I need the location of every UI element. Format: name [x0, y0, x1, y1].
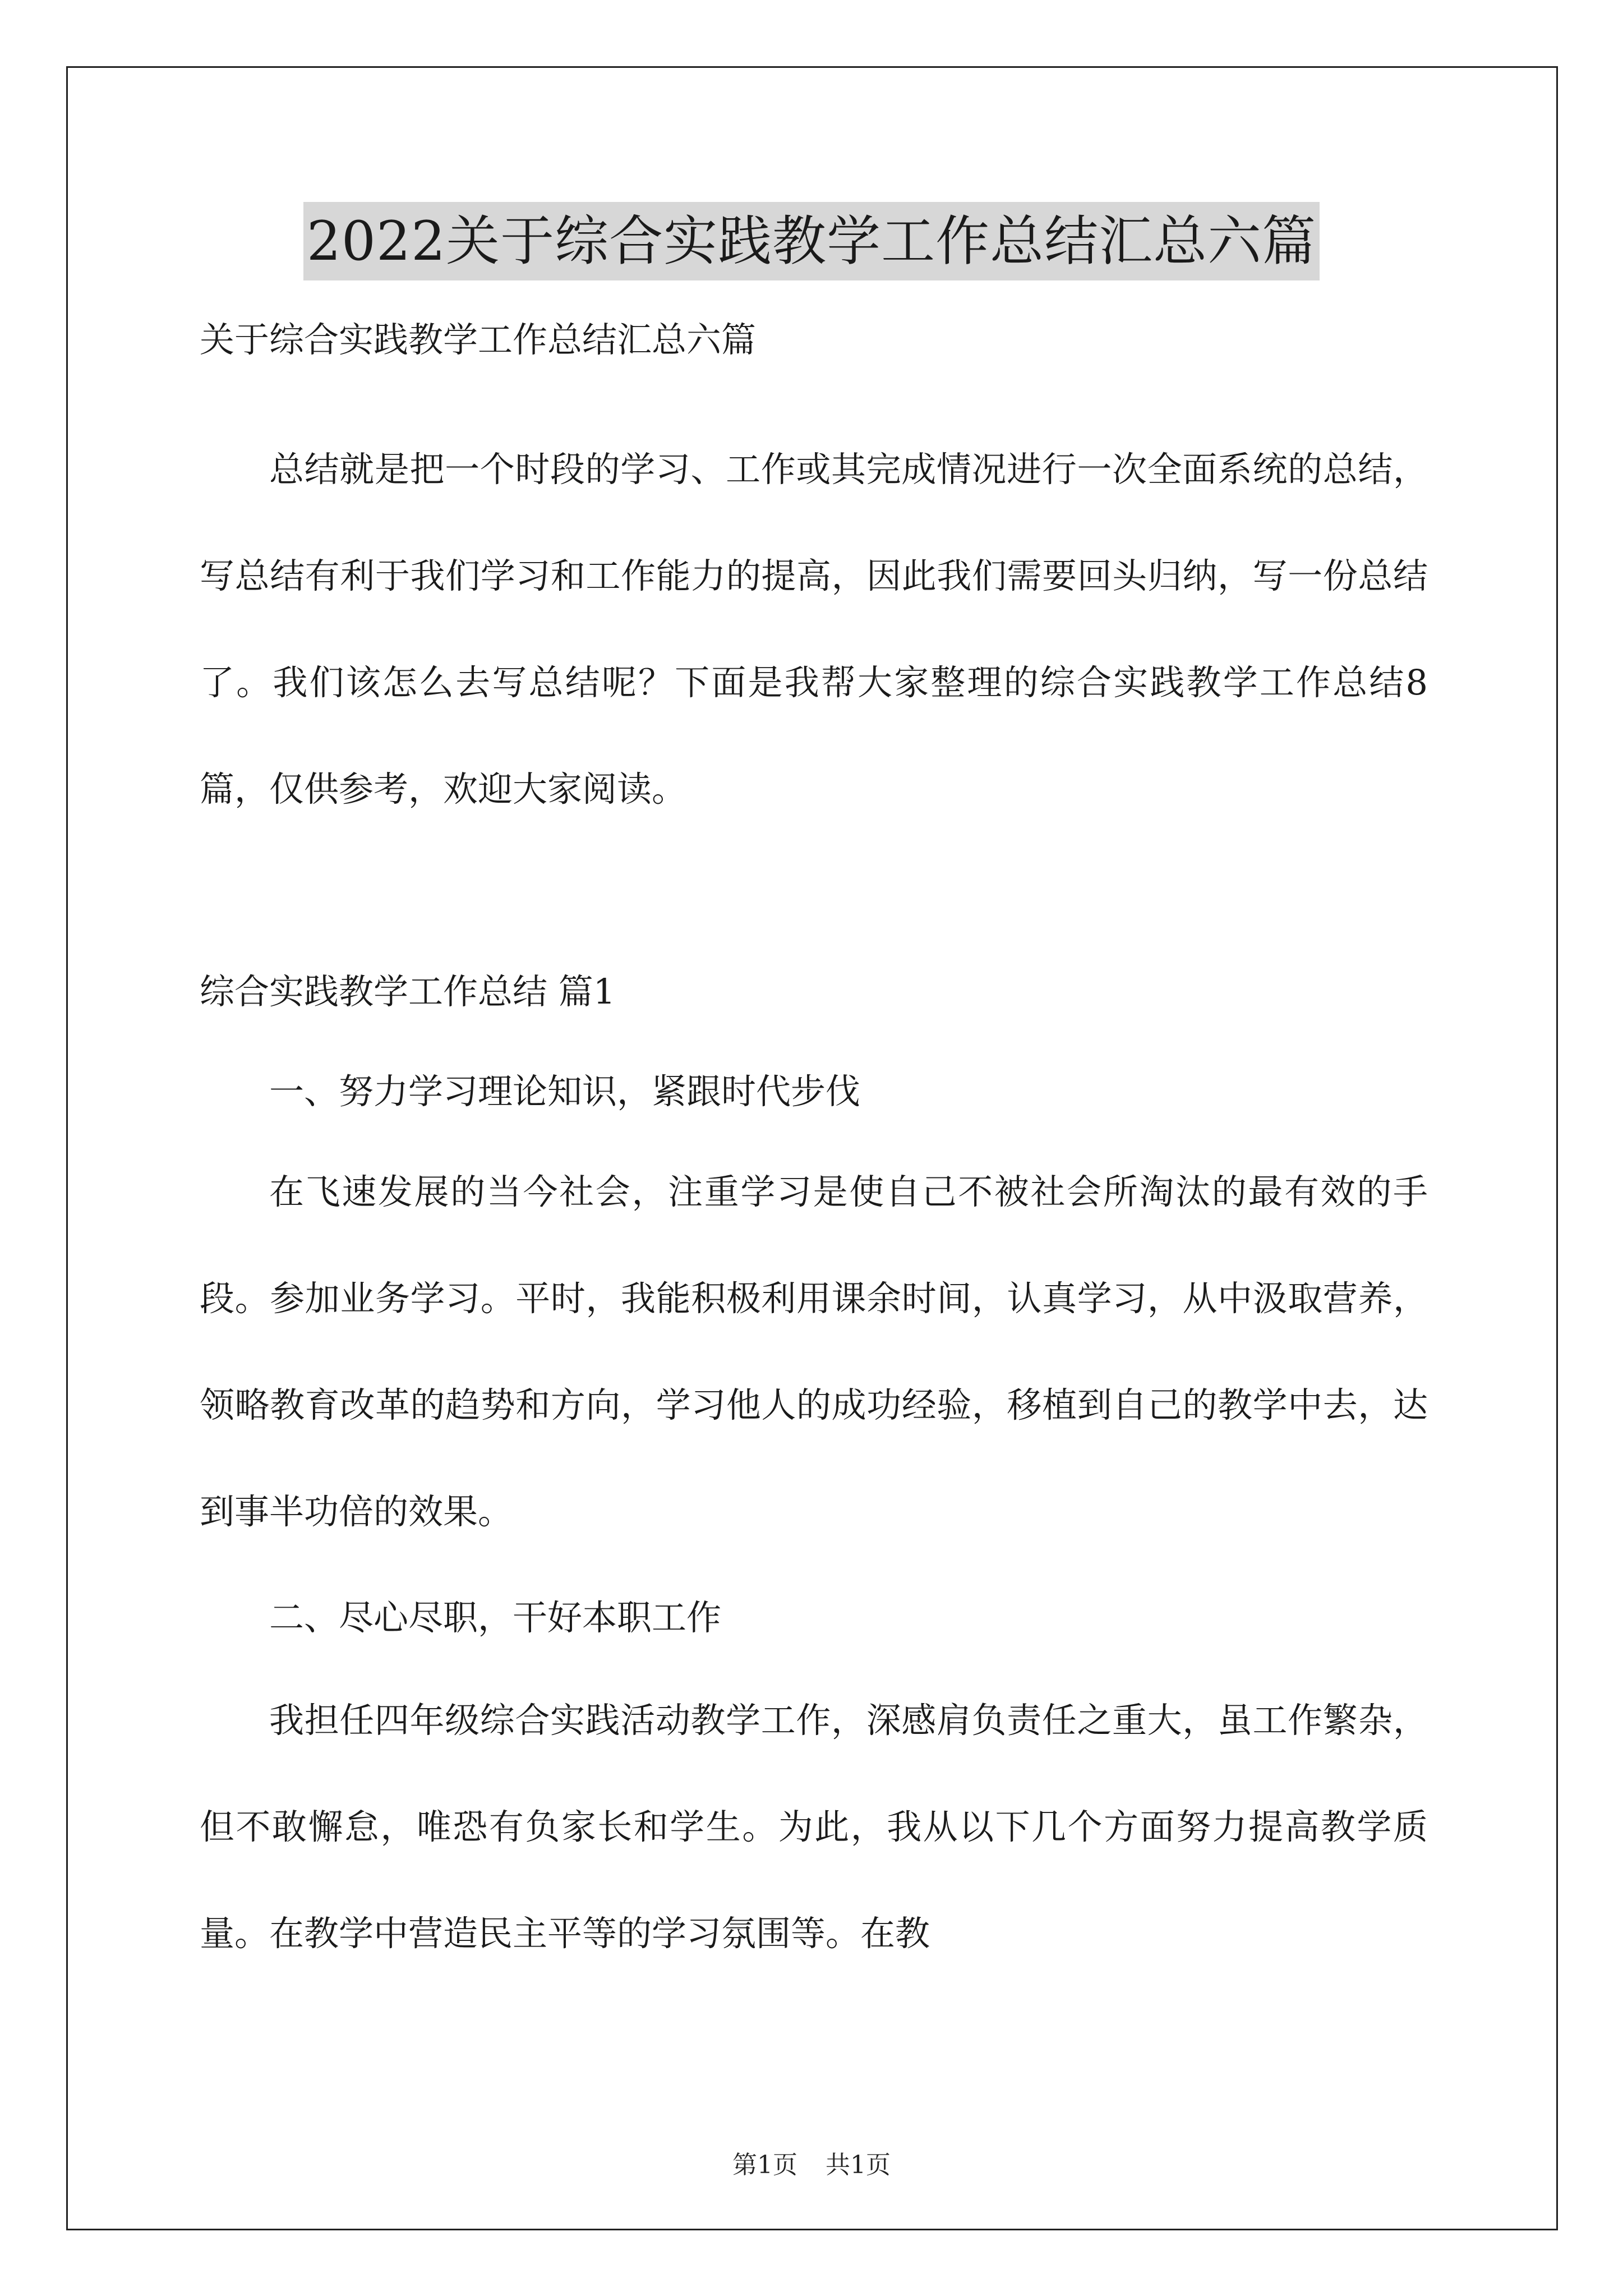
document-title: 2022关于综合实践教学工作总结汇总六篇 [303, 202, 1320, 280]
page-number-total: 共1页 [826, 2151, 891, 2179]
point1-heading: 一、努力学习理论知识，紧跟时代步伐 [269, 1071, 861, 1112]
point2-body: 我担任四年级综合实践活动教学工作，深感肩负责任之重大，虽工作繁杂，但不敢懈怠，唯恐有负家长和学生。为此，我从以下几个方面努力提高教学质量。在教学中营造民主平等的学习氛围等。在教 [200, 1700, 1428, 1954]
section-heading: 综合实践教学工作总结 篇1 [200, 971, 616, 1012]
document-body [200, 314, 1428, 1987]
point1-body: 在飞速发展的当今社会，注重学习是使自己不被社会所淘汰的最有效的手段。参加业务学习。平时，我能积极利用课余时间，认真学习，从中汲取营养，领略教育改革的趋势和方向，学习他人的成功经验，移植到自己的教学中去，达到事半功倍的效果。 [200, 1171, 1428, 1532]
page-footer [0, 2148, 1623, 2182]
intro-paragraph: 总结就是把一个时段的学习、工作或其完成情况进行一次全面系统的总结，写总结有利于我们学习和工作能力的提高，因此我们需要回头归纳，写一份总结了。我们该怎么去写总结呢？下面是我帮大家整理的综合实践教学工作总结8篇，仅供参考，欢迎大家阅读。 [200, 449, 1428, 809]
title-container [0, 202, 1623, 280]
page-number-current: 第1页 [732, 2151, 797, 2179]
point2-heading: 二、尽心尽职，干好本职工作 [269, 1597, 722, 1638]
document-subtitle: 关于综合实践教学工作总结汇总六篇 [200, 319, 757, 360]
